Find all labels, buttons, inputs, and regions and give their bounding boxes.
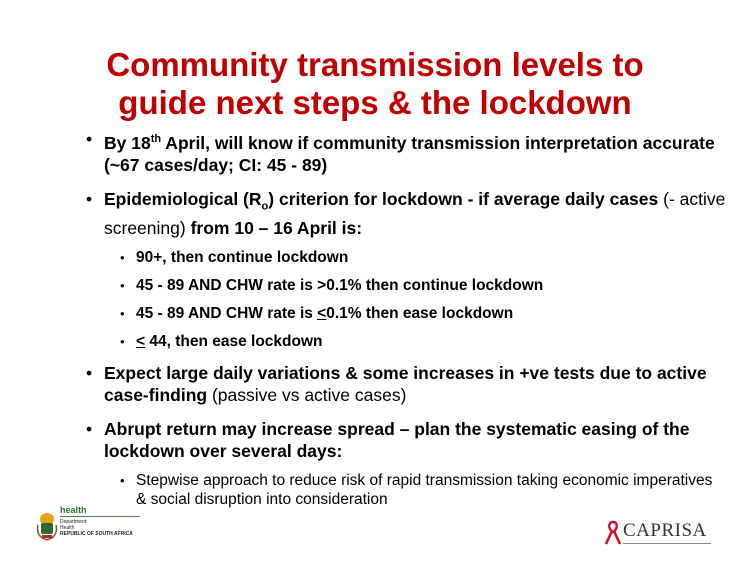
slide-title-line-1: Community transmission levels to bbox=[106, 46, 644, 83]
sub-bullet-text-underlined: < bbox=[136, 333, 146, 351]
health-dept-line-1: Department: bbox=[60, 519, 88, 525]
sub-bullet-item bbox=[120, 332, 726, 351]
caprisa-tagline-rule bbox=[623, 543, 713, 544]
slide-title bbox=[30, 46, 720, 122]
health-dept-line-3: REPUBLIC OF SOUTH AFRICA bbox=[60, 531, 133, 537]
bullet-text: from 10 – 16 April is: bbox=[185, 218, 363, 239]
sub-bullet-text: Stepwise approach to reduce risk of rapid transmission taking economic imperatives & social disruption into consideration bbox=[136, 472, 713, 509]
bullet-text-normal: (passive vs active cases) bbox=[207, 385, 407, 406]
bullet-text: Epidemiological (R bbox=[104, 188, 262, 209]
sub-bullet-text: 0.1% then ease lockdown bbox=[326, 305, 514, 323]
sub-bullet-text-underlined: < bbox=[317, 305, 327, 323]
sub-bullet-text: 45 - 89 AND CHW rate is bbox=[136, 305, 318, 323]
bullet-text: April, will know if community transmission interpretation accurate (~67 cases/day; CI: 45 - 89) bbox=[104, 132, 715, 175]
bullet-text: ) criterion for lockdown - if average daily cases bbox=[268, 188, 659, 209]
bullet-item-easing bbox=[86, 418, 726, 462]
bullet-dot-icon: • bbox=[120, 473, 125, 489]
red-ribbon-icon bbox=[605, 520, 621, 546]
health-word: health bbox=[60, 505, 87, 515]
health-department-logo bbox=[36, 505, 166, 555]
bullet-text: By 18 bbox=[104, 132, 151, 153]
bullet-dot-icon: • bbox=[120, 306, 125, 322]
bullet-dot-icon: • bbox=[120, 278, 125, 294]
bullet-text: Abrupt return may increase spread – plan the systematic easing of the lockdown over several days: bbox=[104, 419, 690, 462]
bullet-text: Expect large daily variations & some increases in +ve tests due to active case-finding bbox=[104, 363, 707, 406]
bullet-dot-icon: • bbox=[120, 250, 125, 266]
sub-bullet-item bbox=[120, 276, 726, 295]
logo-divider bbox=[60, 516, 140, 517]
sub-bullet-item bbox=[120, 248, 726, 267]
bullet-text-normal: (- active screening) bbox=[104, 188, 726, 239]
caprisa-logo bbox=[605, 520, 715, 560]
sub-bullet-item bbox=[120, 471, 726, 509]
sub-bullet-item bbox=[120, 304, 726, 323]
sub-bullet-text: 45 - 89 AND CHW rate is >0.1% then continue lockdown bbox=[136, 277, 544, 295]
coat-of-arms-icon bbox=[36, 511, 58, 541]
sub-bullet-text: 90+, then continue lockdown bbox=[136, 249, 349, 267]
bullet-list bbox=[86, 128, 726, 509]
health-dept-line-2: Health bbox=[60, 525, 75, 531]
bullet-dot-icon: • bbox=[86, 188, 93, 209]
bullet-dot-icon: • bbox=[120, 334, 125, 350]
superscript: th bbox=[150, 133, 162, 145]
bullet-dot-icon: • bbox=[86, 419, 93, 440]
subscript: o bbox=[261, 200, 269, 213]
bullet-item-variations bbox=[86, 362, 726, 406]
bullet-item-timeline bbox=[86, 128, 726, 176]
bullet-dot-icon: • bbox=[86, 129, 93, 149]
slide-title-line-2: guide next steps & the lockdown bbox=[118, 84, 632, 121]
sub-bullet-text: 44, then ease lockdown bbox=[145, 333, 323, 351]
bullet-item-criterion bbox=[86, 188, 726, 240]
bullet-dot-icon: • bbox=[86, 363, 93, 384]
caprisa-name: CAPRISA bbox=[623, 520, 707, 541]
